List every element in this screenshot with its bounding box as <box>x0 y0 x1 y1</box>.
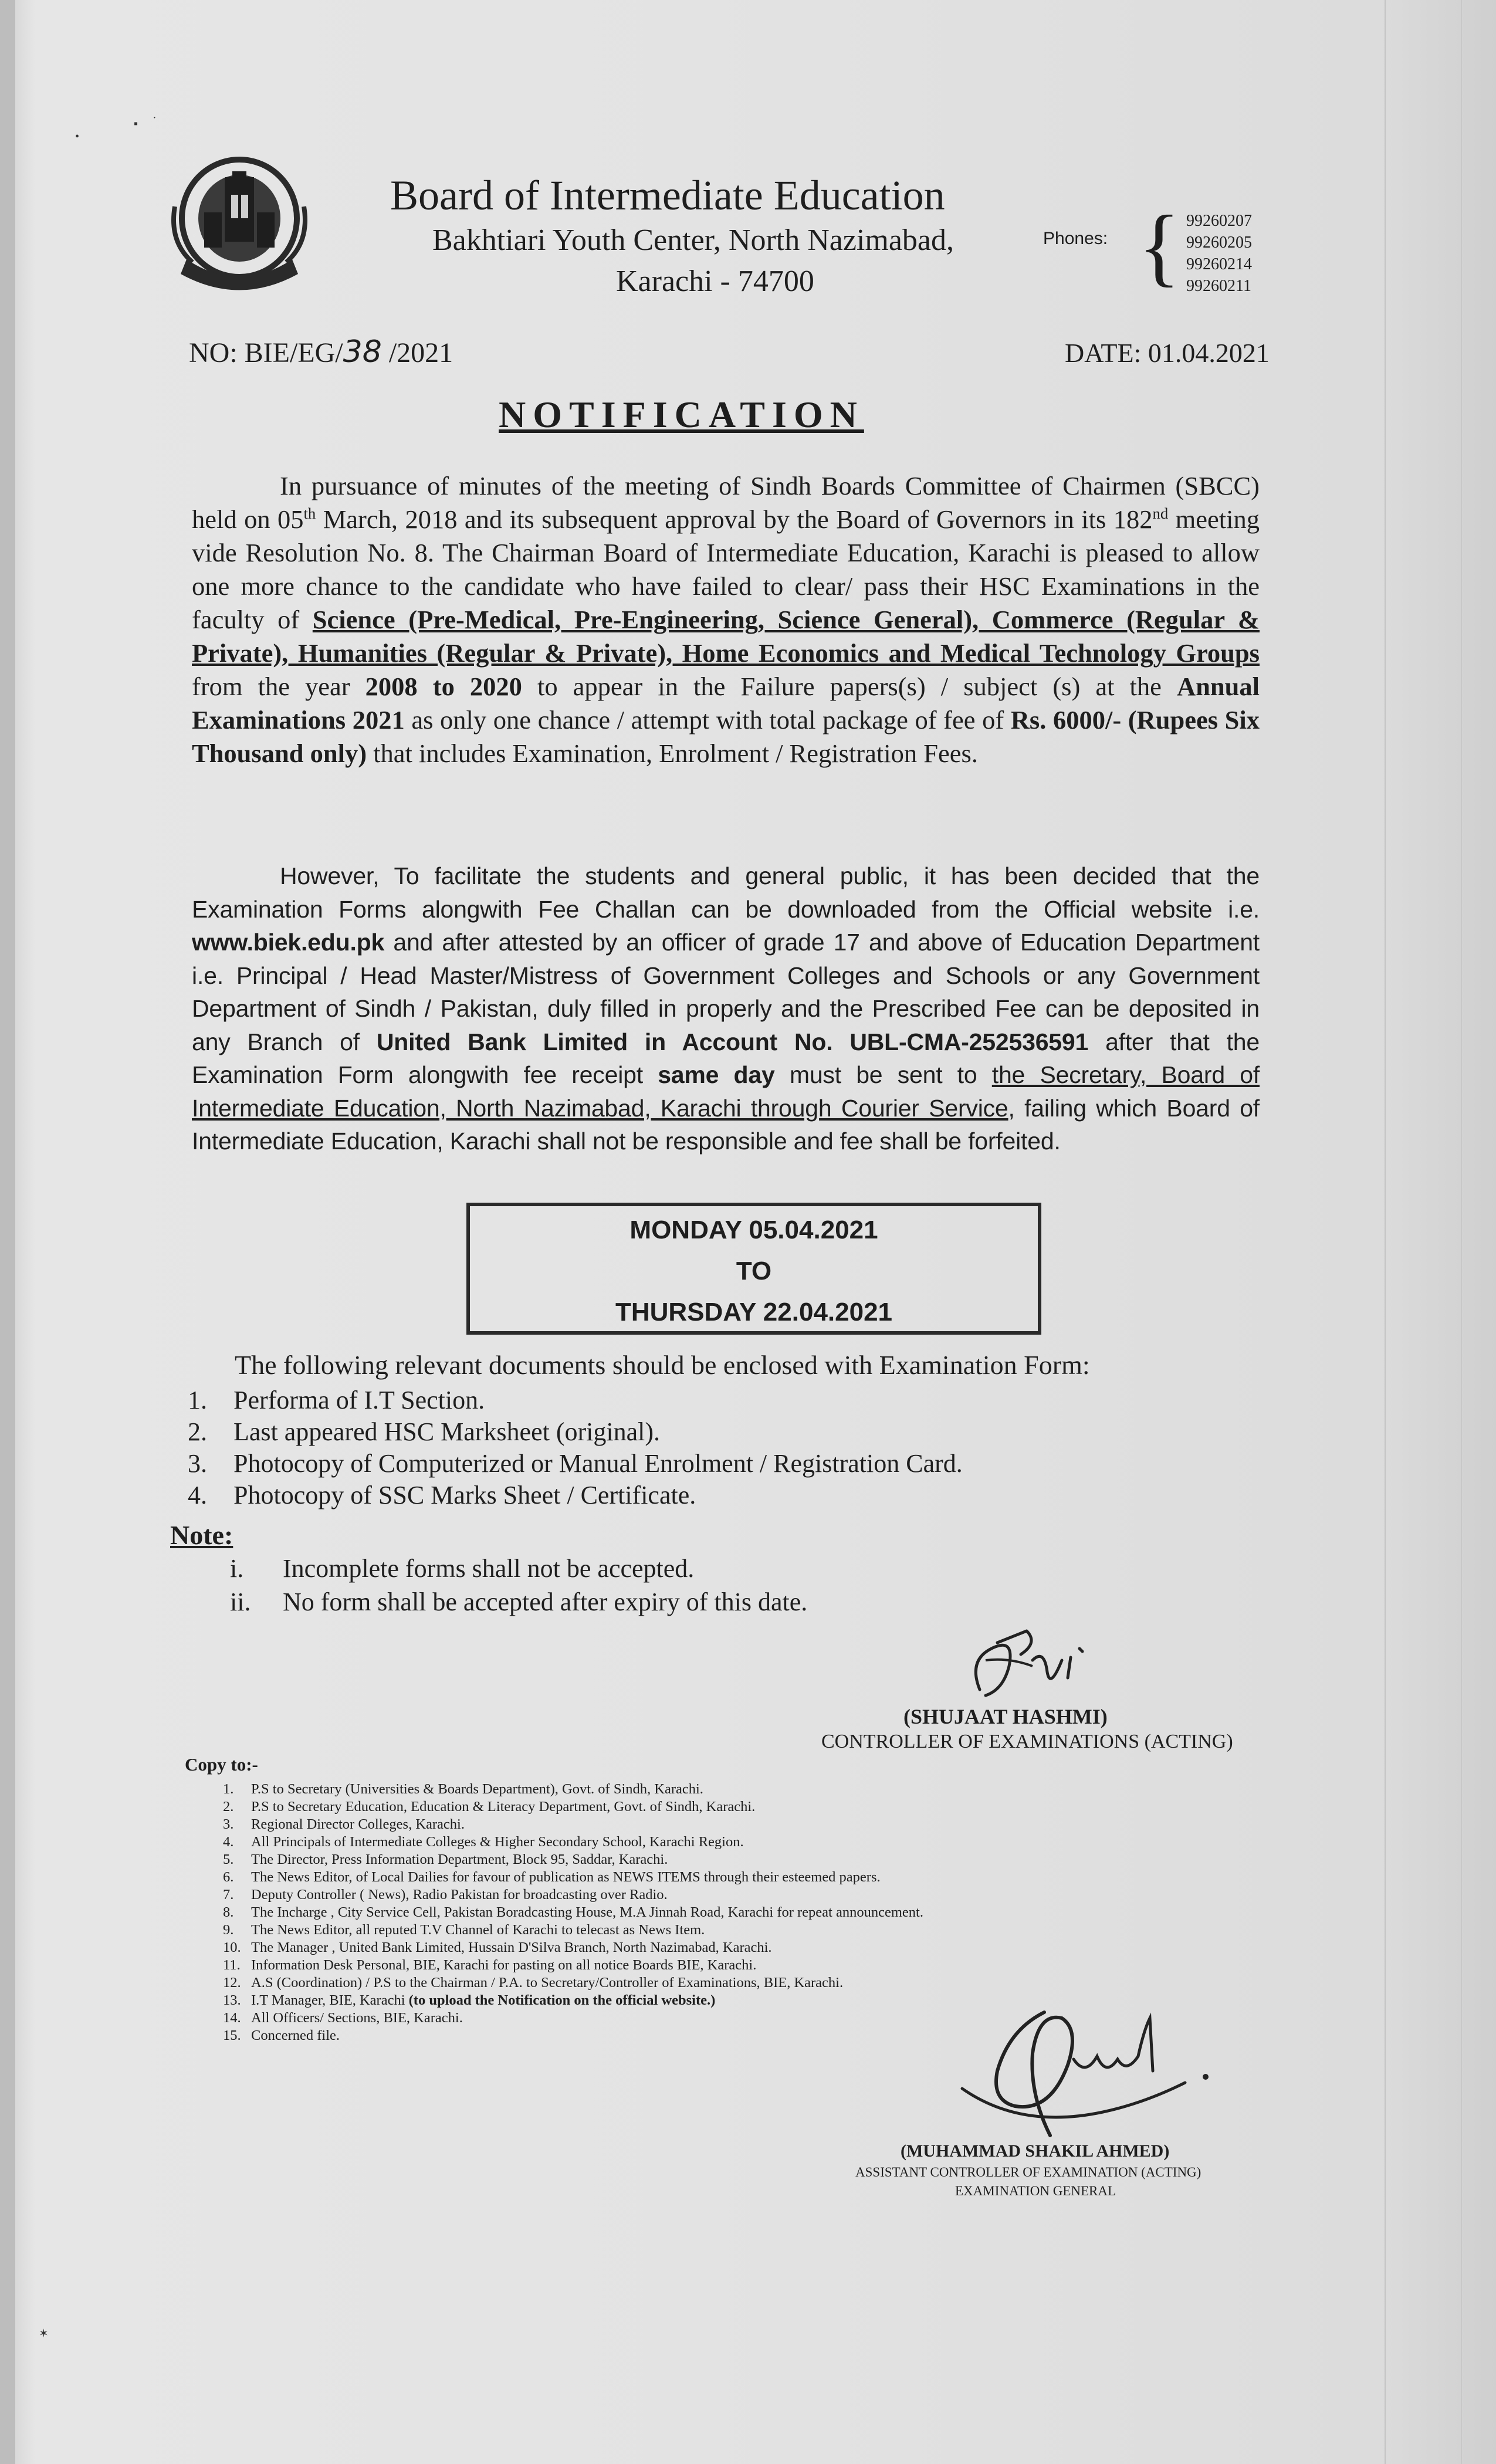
scan-speck: ✶ <box>39 2327 49 2340</box>
list-text: Photocopy of Computerized or Manual Enrolment / Registration Card. <box>233 1449 963 1478</box>
list-item <box>223 1886 923 1904</box>
list-item <box>223 1833 923 1851</box>
list-item <box>223 2027 923 2045</box>
list-text: All Officers/ Sections, BIE, Karachi. <box>251 2010 463 2026</box>
list-number: 10. <box>223 1940 241 1955</box>
list-item <box>223 1798 923 1816</box>
list-text: Information Desk Personal, BIE, Karachi for pasting on all notice Boards BIE, Karachi. <box>251 1957 757 1973</box>
text: that includes Examination, Enrolment / Registration Fees. <box>367 739 978 768</box>
list-item <box>223 1992 923 2009</box>
list-text: Last appeared HSC Marksheet (original). <box>233 1417 660 1446</box>
list-text: Photocopy of SSC Marks Sheet / Certificate. <box>233 1481 696 1509</box>
list-item <box>230 1552 807 1585</box>
list-item <box>223 1781 923 1798</box>
list-number: 5. <box>223 1852 234 1867</box>
phones-label: Phones: <box>1043 229 1108 248</box>
list-item <box>223 1904 923 1921</box>
list-item <box>230 1585 807 1619</box>
documents-list <box>188 1385 963 1511</box>
list-item <box>223 1921 923 1939</box>
list-number: 1. <box>223 1781 234 1797</box>
copy-to-list <box>223 1781 923 2045</box>
paragraph-1 <box>192 469 1260 770</box>
signatory-2-designation: ASSISTANT CONTROLLER OF EXAMINATION (ACTING) <box>855 2165 1201 2179</box>
assistant-controller-signature-icon <box>950 1995 1220 2153</box>
text: must be sent to <box>774 1061 992 1088</box>
list-number: 9. <box>223 1922 234 1938</box>
list-text: Deputy Controller ( News), Radio Pakistan for broadcasting over Radio. <box>251 1887 668 1903</box>
signatory-2-name: (MUHAMMAD SHAKIL AHMED) <box>901 2141 1170 2161</box>
list-item <box>223 1939 923 1957</box>
phone-number: 99260214 <box>1186 255 1252 273</box>
list-item <box>188 1385 963 1416</box>
list-item <box>223 1851 923 1869</box>
schedule-end: THURSDAY 22.04.2021 <box>615 1298 893 1326</box>
list-number: 13. <box>223 1992 241 2008</box>
list-number: 7. <box>223 1887 234 1903</box>
scan-line-right-outer <box>1461 0 1462 2464</box>
scan-edge-left <box>0 0 15 2464</box>
superscript: th <box>303 505 316 523</box>
phone-number: 99260207 <box>1186 212 1252 230</box>
phone-numbers <box>1186 210 1252 297</box>
bank-account: United Bank Limited in Account No. UBL-CMA-252536591 <box>376 1028 1089 1055</box>
list-text: Performa of I.T Section. <box>233 1386 485 1414</box>
text: as only one chance / attempt with total package of fee of <box>404 705 1011 735</box>
list-text: The News Editor, of Local Dailies for favour of publication as NEWS ITEMS through their esteemed papers. <box>251 1869 881 1885</box>
scan-line-right <box>1385 0 1386 2464</box>
list-item <box>223 2009 923 2027</box>
address-line-2: Karachi - 74700 <box>616 265 814 298</box>
list-number: i. <box>230 1554 244 1583</box>
text: However, To facilitate the students and general public, it has been decided that the Examination Forms alongwith Fee Challan can be downloaded from the Official website i.e. <box>192 862 1260 923</box>
text: from the year <box>192 672 365 701</box>
list-number: 6. <box>223 1869 234 1885</box>
notification-heading: NOTIFICATION <box>499 394 864 435</box>
address-line-1: Bakhtiari Youth Center, North Nazimabad, <box>432 224 954 257</box>
years-range: 2008 to 2020 <box>365 672 522 701</box>
phone-number: 99260205 <box>1186 233 1252 252</box>
list-item <box>223 1957 923 1974</box>
list-text: I.T Manager, BIE, Karachi <box>251 1992 409 2008</box>
text: meeting vide Resolution No. 8. The Chairman Board of Intermediate Education, Karachi is pleased to allow one more chance to the candidate who have failed to clear/ pass their HSC Examinations in the faculty of <box>192 505 1260 634</box>
notes-list <box>230 1552 807 1619</box>
text: In pursuance of minutes of the meeting of Sindh Boards Committee of Chairmen (SBCC) held on 05 <box>192 471 1260 534</box>
signatory-2-section: EXAMINATION GENERAL <box>955 2184 1116 2198</box>
paragraph-2 <box>192 859 1260 1158</box>
ref-suffix: /2021 <box>381 337 453 368</box>
superscript: nd <box>1152 505 1169 523</box>
fee-amount: Rs. 6000/- (Rupees Six Thousand only) <box>192 705 1260 768</box>
same-day: same day <box>658 1061 775 1088</box>
list-number: 1. <box>188 1386 207 1414</box>
list-text: P.S to Secretary (Universities & Boards Department), Govt. of Sindh, Karachi. <box>251 1781 703 1797</box>
schedule-to: TO <box>736 1257 772 1285</box>
copy-to-heading: Copy to:- <box>185 1754 258 1775</box>
text: , failing which Board of Intermediate Education, Karachi shall not be responsible and fee shall be forfeited. <box>192 1094 1260 1155</box>
list-text: The Director, Press Information Department, Block 95, Saddar, Karachi. <box>251 1852 668 1867</box>
list-text: No form shall be accepted after expiry of this date. <box>283 1588 808 1616</box>
ref-handwritten-number: 38 <box>343 334 382 370</box>
list-item <box>188 1448 963 1480</box>
list-number: 11. <box>223 1957 241 1973</box>
text: and after attested by an officer of grade 17 and above of Education Department i.e. Principal / Head Master/Mistress of Government Colleges and Schools or any Government Department of Sindh / Pakistan, duly filled in properly and the Prescribed Fee can be deposited in any Branch of <box>192 929 1260 1055</box>
list-number: 3. <box>188 1449 207 1478</box>
signatory-1-designation: CONTROLLER OF EXAMINATIONS (ACTING) <box>821 1731 1233 1752</box>
exam-name: Annual Examinations 2021 <box>192 672 1260 735</box>
list-number: 12. <box>223 1975 241 1991</box>
note-heading: Note: <box>170 1520 233 1550</box>
brace-icon: { <box>1138 198 1180 295</box>
list-text-bold: (to upload the Notification on the official website.) <box>408 1992 716 2008</box>
board-title: Board of Intermediate Education <box>390 172 945 219</box>
text: after that the Examination Form alongwith fee receipt <box>192 1028 1260 1088</box>
list-number: 14. <box>223 2010 241 2026</box>
schedule-box <box>466 1203 1041 1335</box>
list-number: 4. <box>188 1481 207 1509</box>
documents-intro: The following relevant documents should be enclosed with Examination Form: <box>235 1350 1090 1380</box>
notification-date: DATE: 01.04.2021 <box>1065 338 1270 368</box>
list-text: P.S to Secretary Education, Education & Literacy Department, Govt. of Sindh, Karachi. <box>251 1799 756 1815</box>
secretary-address: the Secretary, Board of Intermediate Education, North Nazimabad, Karachi through Courier Service <box>192 1061 1260 1122</box>
faculty-groups: Science (Pre-Medical, Pre-Engineering, Science General), Commerce (Regular & Private), Humanities (Regular & Private), Home Economics and Medical Technology Groups <box>192 605 1260 668</box>
list-text: The Incharge , City Service Cell, Pakistan Boradcasting House, M.A Jinnah Road, Karachi for repeat announcement. <box>251 1904 923 1920</box>
list-number: 15. <box>223 2028 241 2043</box>
ref-prefix: NO: BIE/EG/ <box>189 337 343 368</box>
signatory-1-name: (SHUJAAT HASHMI) <box>903 1705 1108 1728</box>
schedule-start: MONDAY 05.04.2021 <box>629 1216 878 1244</box>
controller-signature-icon <box>945 1625 1156 1713</box>
list-text: Concerned file. <box>251 2028 340 2043</box>
list-item <box>188 1416 963 1448</box>
scan-speck: · <box>153 111 157 124</box>
list-number: ii. <box>230 1588 251 1616</box>
scan-speck: • <box>75 130 80 143</box>
phone-number: 99260211 <box>1186 277 1251 295</box>
list-text: All Principals of Intermediate Colleges & Higher Secondary School, Karachi Region. <box>251 1834 744 1850</box>
reference-number <box>189 334 453 370</box>
list-number: 3. <box>223 1816 234 1832</box>
list-item <box>223 1869 923 1886</box>
scan-speck: ▪ <box>134 117 138 130</box>
board-logo-icon <box>169 154 310 300</box>
website-link: www.biek.edu.pk <box>192 929 385 956</box>
list-number: 4. <box>223 1834 234 1850</box>
list-text: Incomplete forms shall not be accepted. <box>283 1554 695 1583</box>
list-number: 8. <box>223 1904 234 1920</box>
list-text: The News Editor, all reputed T.V Channel of Karachi to telecast as News Item. <box>251 1922 705 1938</box>
list-text: A.S (Coordination) / P.S to the Chairman / P.A. to Secretary/Controller of Examinations, BIE, Karachi. <box>251 1975 844 1991</box>
list-number: 2. <box>223 1799 234 1815</box>
text: March, 2018 and its subsequent approval by the Board of Governors in its 182 <box>316 505 1153 534</box>
list-item <box>188 1480 963 1511</box>
list-text: The Manager , United Bank Limited, Hussain D'Silva Branch, North Nazimabad, Karachi. <box>251 1940 772 1955</box>
list-item <box>223 1974 923 1992</box>
list-text: Regional Director Colleges, Karachi. <box>251 1816 465 1832</box>
text: to appear in the Failure papers(s) / subject (s) at the <box>522 672 1177 701</box>
list-item <box>223 1816 923 1833</box>
list-number: 2. <box>188 1417 207 1446</box>
